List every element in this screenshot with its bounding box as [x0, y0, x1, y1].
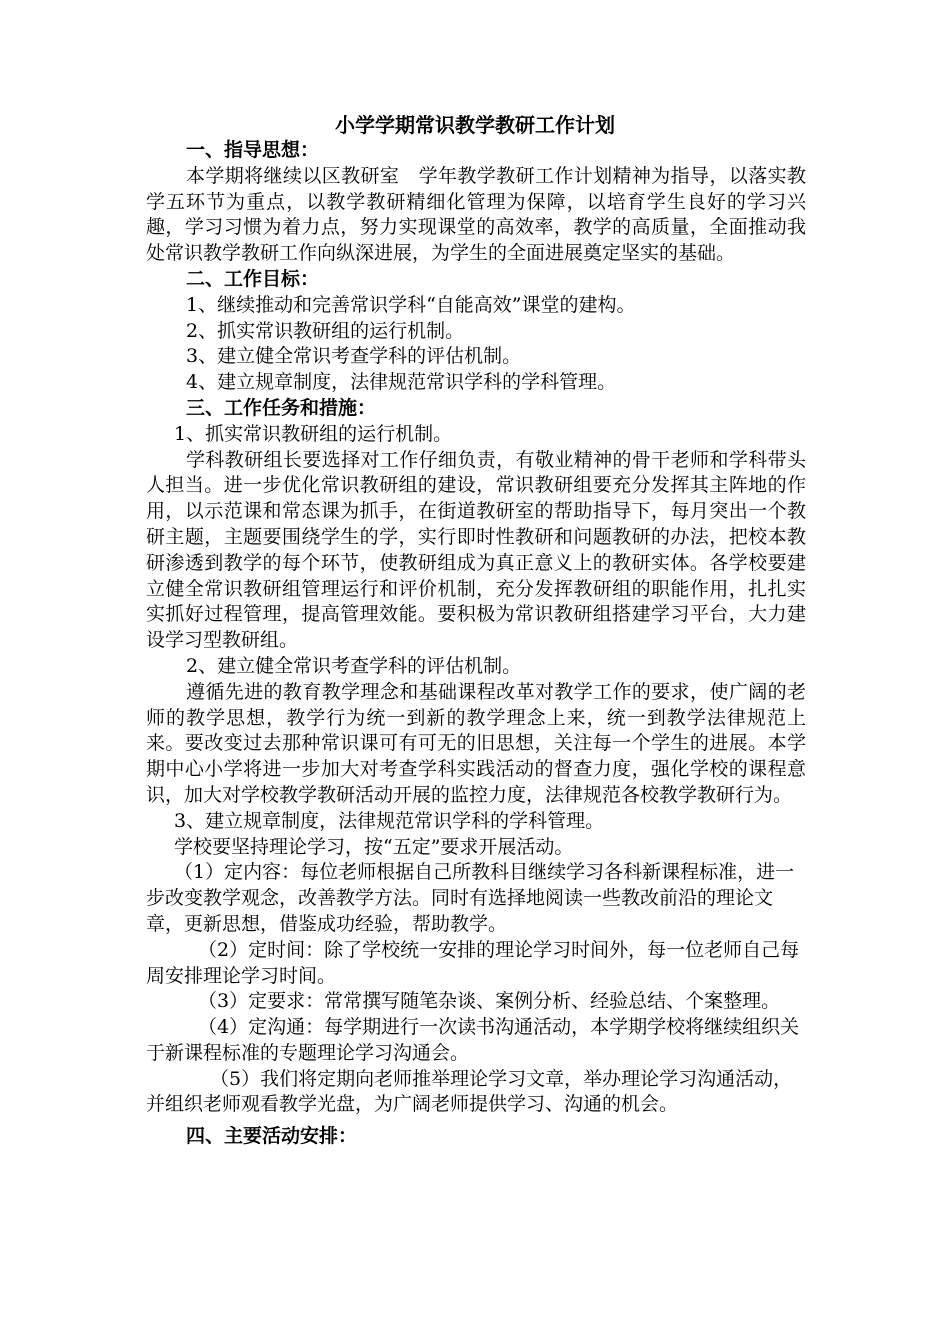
subsection-heading-1: 1、抓实常识教研组的运行机制。	[174, 422, 453, 445]
subsection-heading-3: 3、建立规章制度，法律规范常识学科的学科管理。	[174, 809, 605, 832]
section-heading-guiding-thought: 一、指导思想：	[186, 139, 320, 161]
section-heading-work-goals: 二、工作目标：	[186, 267, 320, 290]
paragraph-five-fixed: 学校要坚持理论学习，按“五定”要求开展活动。	[174, 835, 574, 858]
goal-item: 4、建立规章制度，法律规范常识学科的学科管理。	[186, 371, 617, 394]
five-fixed-item: （1）定内容：每位老师根据自己所教科目继续学习各科新课程标准，进一步改变教学观念，改善教学方法。同时有选择地阅读一些教改前沿的理论文章，更新思想，借鉴成功经验，帮助教学。	[146, 861, 795, 935]
paragraph-guiding-thought: 本学期将继续以区教研室 学年教学教研工作计划精神为指导，以落实教学五环节为重点，以教学教研精细化管理为保障，以培育学生良好的学习兴趣，学习习惯为着力点，努力实现课堂的高效率，教学的高质量，全面推动我处常识教学教研工作向纵深进展，为学生的全面进展奠定坚实的基础。	[146, 164, 806, 265]
goal-item: 2、抓实常识教研组的运行机制。	[186, 319, 465, 342]
paragraph-teaching-group: 学科教研组长要选择对工作仔细负责，有敬业精神的骨干老师和学科带头人担当。进一步优化常识教研组的建设，常识教研组要充分发挥其主阵地的作用，以示范课和常态课为抓手，在街道教研室的帮助指导下，每月突出一个教研主题，主题要围绕学生的学，实行即时性教研和问题教研的办法，把校本教研渗透到教学的每个环节，使教研组成为真正意义上的教研实体。各学校要建立健全常识教研组管理运行和评价机制，充分发挥教研组的职能作用，扎扎实实抓好过程管理，提高管理效能。要积极为常识教研组搭建学习平台，大力建设学习型教研组。	[146, 448, 806, 652]
five-fixed-item: （5）我们将定期向老师推举理论学习文章，举办理论学习沟通活动，并组织老师观看教学光盘，为广阔老师提供学习、沟通的机会。	[146, 1067, 793, 1116]
goal-item: 1、继续推动和完善常识学科“自能高效”课堂的建构。	[186, 293, 636, 316]
document-title: 小学学期常识教学教研工作计划	[335, 113, 615, 137]
five-fixed-item: （2）定时间：除了学校统一安排的理论学习时间外，每一位老师自己每周安排理论学习时间。	[146, 938, 800, 987]
document-body	[146, 138, 806, 1150]
subsection-heading-2: 2、建立健全常识考查学科的评估机制。	[186, 654, 522, 677]
five-fixed-item: （4）定沟通：每学期进行一次读书沟通活动，本学期学校将继续组织关于新课程标准的专题理论学习沟通会。	[146, 1016, 800, 1064]
section-heading-activities: 四、主要活动安排：	[186, 1125, 358, 1148]
goal-item: 3、建立健全常识考查学科的评估机制。	[186, 345, 522, 368]
paragraph-evaluation: 遵循先进的教育教学理念和基础课程改革对教学工作的要求，使广阔的老师的教学思想，教学行为统一到新的教学理念上来，统一到教学法律规范上来。要改变过去那种常识课可有可无的旧思想，关注每一个学生的进展。本学期中心小学将进一步加大对考查学科实践活动的督查力度，强化学校的课程意识，加大对学校教学教研活动开展的监控力度，法律规范各校教学教研行为。	[146, 680, 806, 806]
section-heading-tasks-measures: 三、工作任务和措施：	[186, 396, 377, 419]
five-fixed-item: （3）定要求：常常撰写随笔杂谈、案例分析、经验总结、个案整理。	[198, 990, 781, 1013]
